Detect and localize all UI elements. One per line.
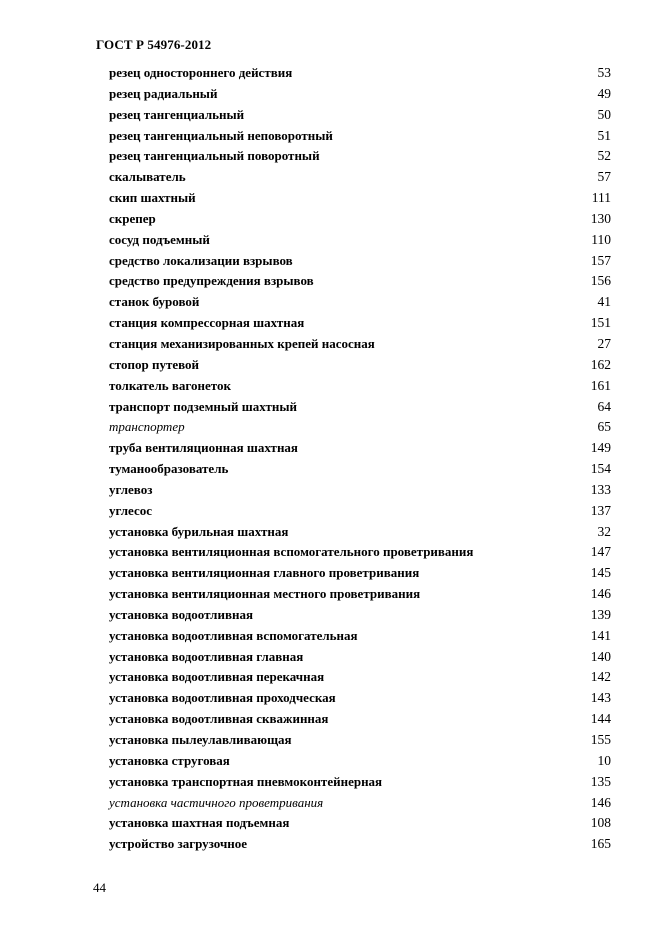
- index-entry: [109, 522, 611, 543]
- index-term: установка пылеулавливающая: [109, 732, 292, 747]
- index-term: сосуд подъемный: [109, 231, 210, 247]
- index-entry: [109, 730, 611, 751]
- index-entry: [109, 542, 611, 563]
- index-term: средство локализации взрывов: [109, 252, 293, 268]
- index-entry: [109, 813, 611, 834]
- index-entry: [109, 834, 611, 855]
- index-entry: [109, 501, 611, 522]
- index-page-ref: 10: [597, 752, 611, 768]
- index-page-ref: 137: [590, 502, 611, 518]
- index-term: средство предупреждения взрывов: [109, 273, 314, 289]
- index-term: резец тангенциальный неповоротный: [109, 127, 333, 143]
- index-page-ref: 147: [590, 544, 611, 560]
- index-page-ref: 27: [597, 335, 611, 351]
- index-term: скип шахтный: [109, 190, 196, 206]
- index-page-ref: 130: [590, 210, 611, 226]
- index-page-ref: 162: [590, 356, 611, 372]
- index-entry: [109, 146, 611, 167]
- index-page-ref: 135: [590, 773, 611, 789]
- index-term: станция механизированных крепей насосная: [109, 335, 375, 351]
- index-term: углесос: [109, 502, 153, 518]
- document-header: ГОСТ Р 54976-2012: [96, 37, 212, 52]
- index-term: установка водоотливная: [109, 606, 253, 622]
- index-term: установка струговая: [109, 752, 230, 768]
- index-page-ref: 64: [597, 398, 611, 414]
- index-term: резец тангенциальный поворотный: [109, 148, 320, 164]
- index-entry: [109, 417, 611, 438]
- index-entry: [109, 334, 611, 355]
- index-page-ref: 161: [590, 377, 611, 393]
- index-page-ref: 50: [597, 106, 611, 122]
- index-entry: [109, 251, 611, 272]
- index-page-ref: 144: [590, 711, 611, 727]
- index-page-ref: 155: [590, 732, 611, 747]
- index-entry: [109, 271, 611, 292]
- index-term: установка вентиляционная местного проветривания: [109, 586, 421, 602]
- index-entry: [109, 480, 611, 501]
- index-page-ref: 146: [590, 794, 611, 810]
- index-page-ref: 149: [590, 440, 611, 456]
- index-entry: [109, 313, 611, 334]
- index-page-ref: 52: [597, 148, 611, 164]
- index-entry: [109, 459, 611, 480]
- index-term: установка водоотливная проходческая: [109, 690, 336, 706]
- index-entry: [109, 709, 611, 730]
- index-term: устройство загрузочное: [109, 836, 248, 852]
- index-page-ref: 143: [590, 690, 611, 706]
- index-page-ref: 41: [597, 294, 611, 310]
- index-entry: [109, 292, 611, 313]
- index-page-ref: 151: [590, 315, 611, 331]
- index-entry: [109, 209, 611, 230]
- index-entry: [109, 126, 611, 147]
- index-entry: [109, 605, 611, 626]
- index-term: установка транспортная пневмоконтейнерная: [109, 773, 383, 789]
- index-page-ref: 57: [597, 169, 611, 185]
- index-entry: [109, 563, 611, 584]
- index-term: установка водоотливная вспомогательная: [109, 627, 358, 643]
- index-page-ref: 165: [590, 836, 611, 852]
- index-entry: [109, 793, 611, 814]
- alphabetical-index: [109, 63, 611, 855]
- index-term: скрепер: [109, 210, 156, 226]
- index-term: установка бурильная шахтная: [109, 523, 289, 539]
- index-entry: [109, 105, 611, 126]
- index-entry: [109, 438, 611, 459]
- index-entry: [109, 167, 611, 188]
- index-term: станок буровой: [109, 294, 200, 310]
- index-entry: [109, 626, 611, 647]
- index-entry: [109, 84, 611, 105]
- index-entry: [109, 188, 611, 209]
- index-entry: [109, 63, 611, 84]
- index-entry: [109, 584, 611, 605]
- index-page-ref: 142: [590, 669, 611, 685]
- index-term: углевоз: [109, 481, 153, 497]
- index-page-ref: 65: [597, 419, 611, 435]
- index-page-ref: 157: [590, 252, 611, 268]
- index-term: толкатель вагонеток: [109, 377, 231, 393]
- page-number: 44: [93, 880, 106, 895]
- index-term: установка вентиляционная главного проветривания: [109, 565, 420, 581]
- index-entry: [109, 230, 611, 251]
- index-page-ref: 139: [590, 606, 611, 622]
- index-page-ref: 146: [590, 586, 611, 602]
- index-term: установка водоотливная перекачная: [109, 669, 325, 685]
- index-page-ref: 111: [591, 190, 611, 206]
- index-term: установка водоотливная главная: [109, 648, 304, 664]
- index-term: транспортер: [109, 419, 185, 435]
- index-page-ref: 141: [590, 627, 611, 643]
- index-term: установка водоотливная скважинная: [109, 711, 329, 727]
- index-page-ref: 140: [590, 648, 611, 664]
- index-page-ref: 154: [590, 461, 611, 477]
- index-term: труба вентиляционная шахтная: [109, 440, 298, 456]
- index-page-ref: 108: [590, 815, 611, 831]
- index-page-ref: 51: [597, 127, 611, 143]
- index-page-ref: 133: [590, 481, 611, 497]
- index-term: станция компрессорная шахтная: [109, 315, 305, 331]
- index-page-ref: 32: [597, 523, 611, 539]
- index-entry: [109, 376, 611, 397]
- index-term: установка частичного проветривания: [109, 794, 324, 810]
- index-page-ref: 156: [590, 273, 611, 289]
- index-entry: [109, 688, 611, 709]
- index-page-ref: 110: [591, 231, 611, 247]
- index-term: установка вентиляционная вспомогательного проветривания: [109, 544, 474, 560]
- index-page-ref: 53: [597, 65, 611, 80]
- index-term: резец радиальный: [109, 85, 218, 101]
- index-entry: [109, 355, 611, 376]
- index-entry: [109, 772, 611, 793]
- index-term: резец тангенциальный: [109, 106, 245, 122]
- index-term: стопор путевой: [109, 356, 200, 372]
- index-entry: [109, 751, 611, 772]
- index-entry: [109, 667, 611, 688]
- index-term: установка шахтная подъемная: [109, 815, 290, 831]
- index-entry: [109, 397, 611, 418]
- index-term: резец одностороннего действия: [109, 65, 293, 80]
- index-entry: [109, 647, 611, 668]
- index-term: транспорт подземный шахтный: [109, 398, 297, 414]
- index-term: туманообразователь: [109, 461, 229, 477]
- index-page-ref: 49: [597, 85, 611, 101]
- index-page-ref: 145: [590, 565, 611, 581]
- index-term: скалыватель: [109, 169, 186, 185]
